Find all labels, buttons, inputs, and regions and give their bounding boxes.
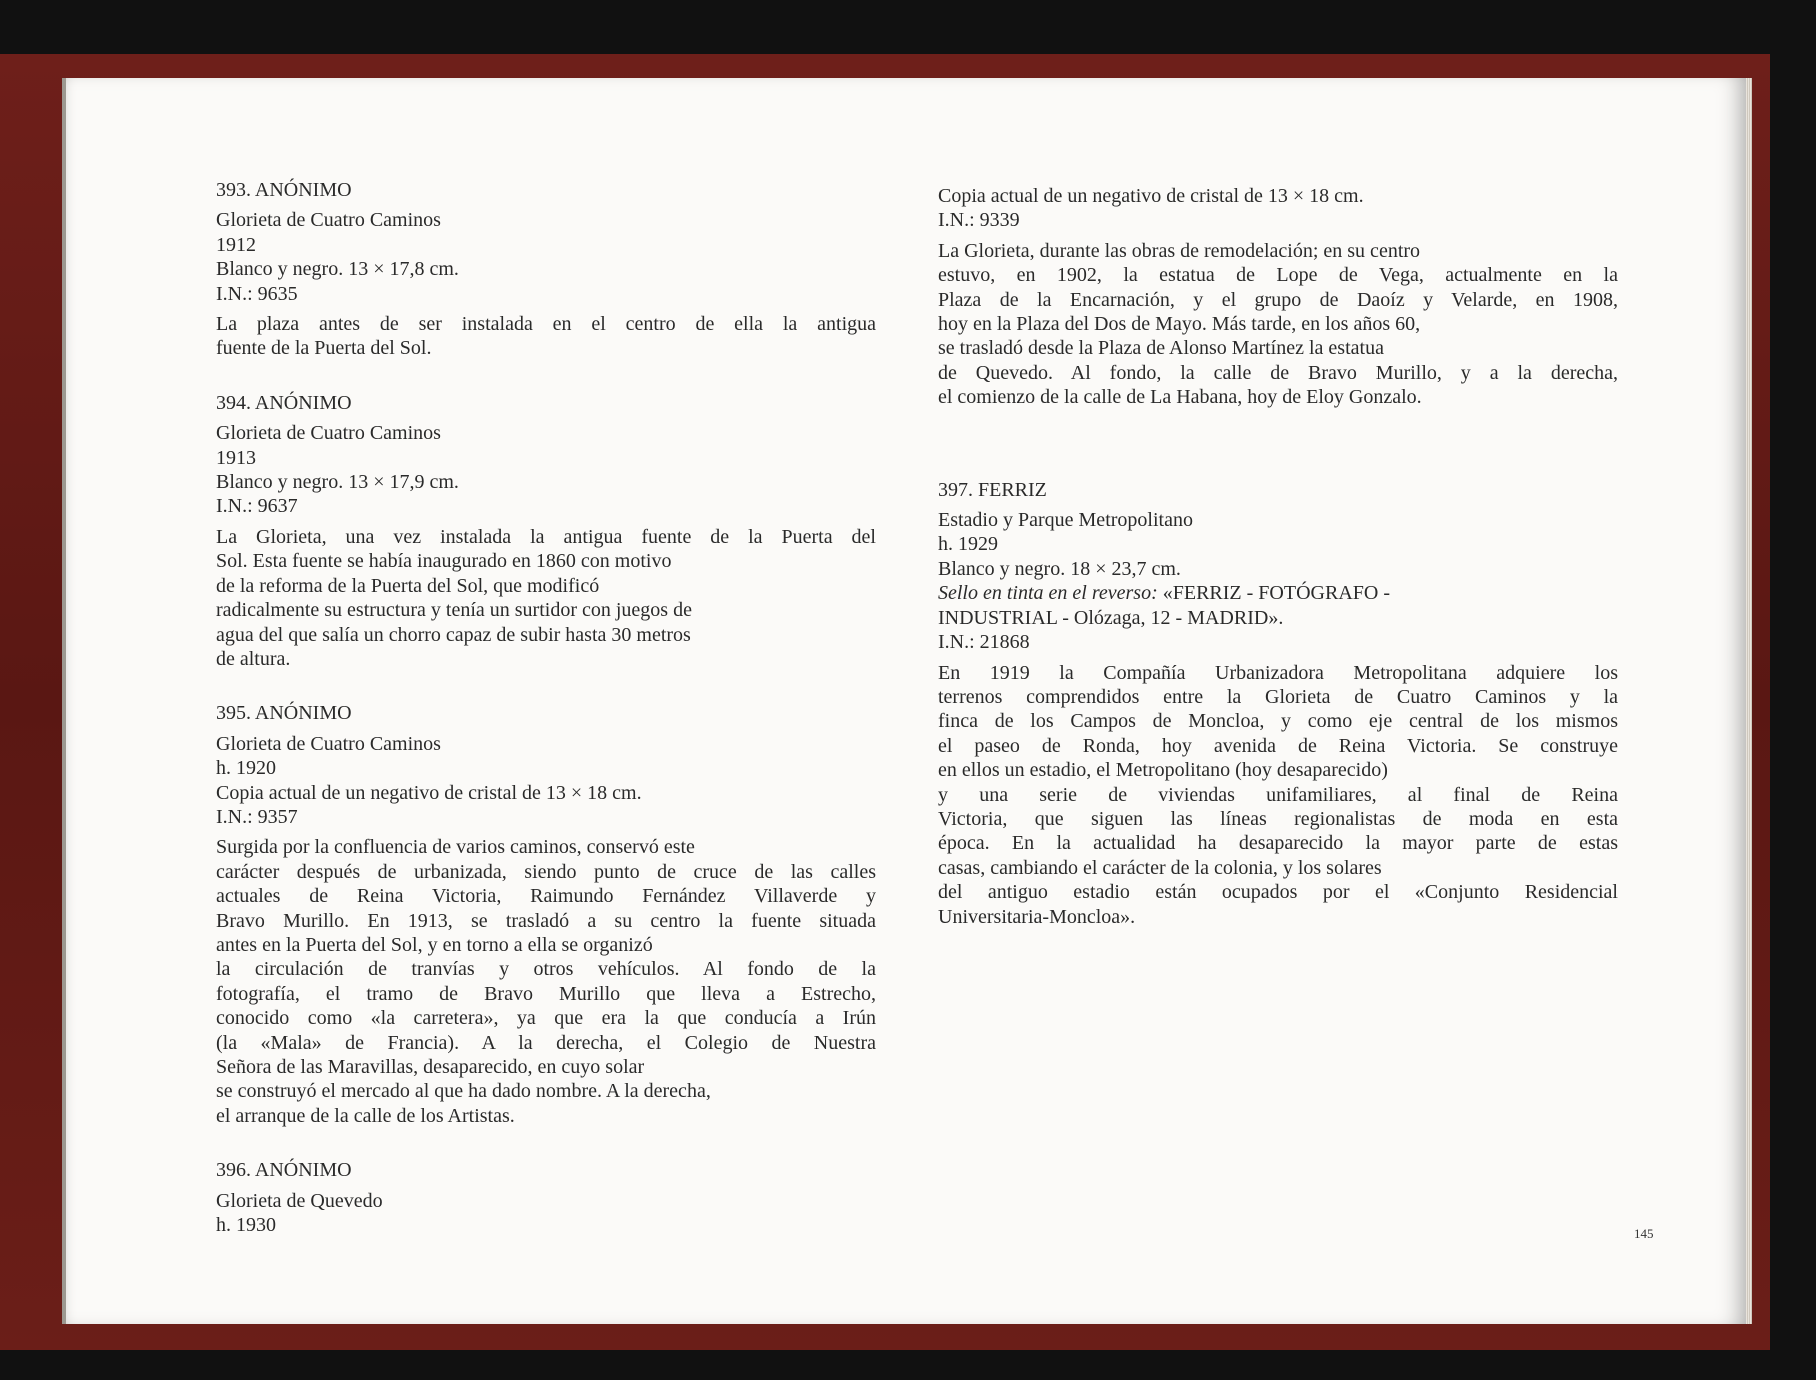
- entry-description: [938, 661, 1618, 929]
- entry-heading: 393. ANÓNIMO: [216, 179, 352, 201]
- spacer: [938, 440, 1618, 478]
- description-line: se trasladó desde la Plaza de Alonso Martínez la estatua: [938, 337, 1384, 360]
- description-line: casas, cambiando el carácter de la colonia, y los solares: [938, 856, 1382, 879]
- page-number: 145: [1634, 1226, 1654, 1241]
- description-line: Señora de las Maravillas, desaparecido, en cuyo solar: [216, 1056, 645, 1078]
- entry-inventory: I.N.: 21868: [938, 631, 1030, 654]
- entry-description: [216, 525, 876, 671]
- entry-date: h. 1929: [938, 533, 998, 556]
- catalog-entry-396: [216, 1158, 876, 1237]
- description-line: carácter después de urbanizada, siendo punto de cruce de las calles: [216, 860, 876, 883]
- description-line: del antiguo estadio están ocupados por el «Conjunto Residencial: [938, 881, 1618, 904]
- description-line: de Quevedo. Al fondo, la calle de Bravo Murillo, y a la derecha,: [938, 361, 1618, 384]
- stamp-text-continued: INDUSTRIAL - Olózaga, 12 - MADRID».: [938, 606, 1284, 629]
- description-line: la circulación de tranvías y otros vehículos. Al fondo de la: [216, 958, 876, 981]
- entry-heading: 394. ANÓNIMO: [216, 391, 352, 414]
- entry-description: [938, 239, 1618, 410]
- description-line: conocido como «la carretera», ya que era la que conducía a Irún: [216, 1007, 876, 1030]
- entry-date: 1912: [216, 233, 256, 256]
- description-line: antes en la Puerta del Sol, y en torno a ella se organizó: [216, 933, 653, 956]
- entry-inventory: I.N.: 9357: [216, 805, 298, 828]
- description-line: actuales de Reina Victoria, Raimundo Fernández Villaverde y: [216, 885, 876, 908]
- entry-date: h. 1930: [216, 1214, 276, 1237]
- description-line: época. En la actualidad ha desaparecido la mayor parte de estas: [938, 832, 1618, 855]
- entry-heading: 396. ANÓNIMO: [216, 1159, 352, 1182]
- page-gutter: [62, 78, 66, 1324]
- description-line: estuvo, en 1902, la estatua de Lope de Vega, actualmente en la: [938, 264, 1618, 287]
- description-line: La plaza antes de ser instalada en el centro de ella la antigua: [216, 313, 876, 336]
- description-line: La Glorieta, durante las obras de remodelación; en su centro: [938, 239, 1421, 262]
- description-line: Sol. Esta fuente se había inaugurado en 1860 con motivo: [216, 550, 672, 573]
- entry-title: Glorieta de Cuatro Caminos: [216, 422, 441, 445]
- entry-technique: Blanco y negro. 18 × 23,7 cm.: [938, 557, 1181, 580]
- description-line: En 1919 la Compañía Urbanizadora Metropolitana adquiere los: [938, 661, 1618, 684]
- description-line: finca de los Campos de Moncloa, y como eje central de los mismos: [938, 710, 1618, 733]
- description-line: (la «Mala» de Francia). A la derecha, el Colegio de Nuestra: [216, 1031, 876, 1054]
- description-line: radicalmente su estructura y tenía un surtidor con juegos de: [216, 599, 692, 622]
- entry-date: 1913: [216, 446, 256, 469]
- description-line: el paseo de Ronda, hoy avenida de Reina Victoria. Se construye: [938, 734, 1618, 757]
- entry-stamp: [938, 581, 1618, 605]
- description-line: fuente de la Puerta del Sol.: [216, 337, 432, 360]
- description-line: de la reforma de la Puerta del Sol, que modificó: [216, 574, 600, 597]
- entry-heading: 395. ANÓNIMO: [216, 702, 352, 725]
- description-line: se construyó el mercado al que ha dado nombre. A la derecha,: [216, 1080, 711, 1103]
- description-line: el comienzo de la calle de La Habana, hoy de Eloy Gonzalo.: [938, 386, 1422, 409]
- entry-heading: 397. FERRIZ: [938, 478, 1047, 501]
- description-line: el arranque de la calle de los Artistas.: [216, 1104, 515, 1127]
- entry-technique: Copia actual de un negativo de cristal de 13 × 18 cm.: [216, 781, 642, 804]
- description-line: hoy en la Plaza del Dos de Mayo. Más tarde, en los años 60,: [938, 313, 1421, 336]
- description-line: terrenos comprendidos entre la Glorieta de Cuatro Caminos y la: [938, 685, 1618, 708]
- stamp-label: Sello en tinta en el reverso:: [938, 582, 1158, 605]
- entry-technique: Blanco y negro. 13 × 17,8 cm.: [216, 258, 459, 281]
- description-line: agua del que salía un chorro capaz de subir hasta 30 metros: [216, 623, 691, 646]
- right-column: [938, 184, 1618, 959]
- entry-description: [216, 835, 876, 1128]
- description-line: Surgida por la confluencia de varios caminos, conservó este: [216, 836, 695, 859]
- entry-inventory: I.N.: 9339: [938, 209, 1020, 232]
- catalog-entry-397: [938, 478, 1618, 929]
- description-line: fotografía, el tramo de Bravo Murillo que lleva a Estrecho,: [216, 982, 876, 1005]
- entry-title: Glorieta de Cuatro Caminos: [216, 732, 441, 755]
- entry-title: Glorieta de Quevedo: [216, 1189, 383, 1212]
- description-line: Universitaria-Moncloa».: [938, 905, 1136, 928]
- description-line: Plaza de la Encarnación, y el grupo de Daoíz y Velarde, en 1908,: [938, 288, 1618, 311]
- description-line: en ellos un estadio, el Metropolitano (hoy desaparecido): [938, 759, 1388, 782]
- description-line: de altura.: [216, 647, 291, 670]
- description-line: Bravo Murillo. En 1913, se trasladó a su centro la fuente situada: [216, 909, 876, 932]
- description-line: y una serie de viviendas unifamiliares, al final de Reina: [938, 783, 1618, 806]
- entry-technique: Blanco y negro. 13 × 17,9 cm.: [216, 471, 459, 494]
- entry-inventory: I.N.: 9635: [216, 282, 298, 305]
- catalog-entry-396-continued: [938, 184, 1618, 410]
- entry-date: h. 1920: [216, 757, 276, 780]
- entry-technique: Copia actual de un negativo de cristal de 13 × 18 cm.: [938, 185, 1364, 207]
- description-line: Victoria, que siguen las líneas regionalistas de moda en esta: [938, 807, 1618, 830]
- entry-description: [216, 312, 876, 361]
- catalog-entry-393: [216, 178, 876, 361]
- entry-inventory: I.N.: 9637: [216, 495, 298, 518]
- entry-title: Glorieta de Cuatro Caminos: [216, 209, 441, 232]
- stamp-text: «FERRIZ - FOTÓGRAFO -: [1162, 582, 1390, 605]
- left-column: [216, 178, 876, 1267]
- description-line: La Glorieta, una vez instalada la antigua fuente de la Puerta del: [216, 525, 876, 548]
- catalog-entry-395: [216, 701, 876, 1128]
- catalog-entry-394: [216, 391, 876, 671]
- entry-title: Estadio y Parque Metropolitano: [938, 509, 1193, 532]
- page-edge: [1746, 78, 1752, 1324]
